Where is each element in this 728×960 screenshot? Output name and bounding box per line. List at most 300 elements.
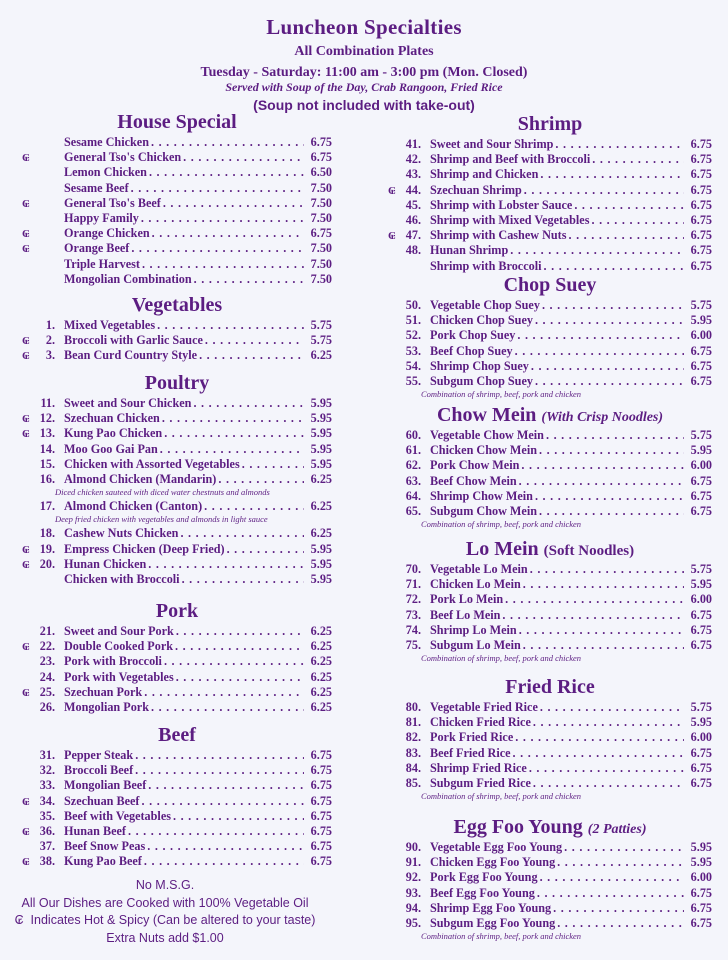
section-egg-foo-young	[388, 816, 712, 943]
item-price: 6.75	[690, 212, 712, 227]
item-number: 65.	[405, 503, 421, 518]
item-leader-dots	[175, 639, 304, 654]
item-price: 7.50	[310, 180, 332, 195]
item-number: 19.	[39, 541, 55, 556]
item-price: 6.75	[690, 152, 712, 167]
section-title	[22, 600, 332, 624]
item-leader-dots	[135, 748, 304, 763]
item-number: 95.	[405, 915, 421, 930]
item-name: Chicken with Assorted Vegetables	[64, 456, 240, 471]
item-number: 84.	[405, 760, 421, 775]
item-number: 26.	[39, 699, 55, 714]
menu-item	[22, 257, 332, 272]
section-lo-mein	[388, 538, 712, 665]
item-leader-dots	[193, 396, 304, 411]
item-price: 7.50	[310, 271, 332, 286]
menu-item	[388, 562, 712, 577]
item-leader-dots	[574, 198, 684, 213]
menu-item	[22, 624, 332, 639]
item-name: Sweet and Sour Chicken	[64, 396, 192, 410]
item-leader-dots	[540, 167, 684, 182]
section-title-text: Lo Mein	[465, 538, 539, 560]
section-title-text: House Special	[117, 111, 237, 133]
item-name: Vegetable Lo Mein	[430, 562, 528, 576]
item-leader-dots	[173, 809, 304, 824]
item-name: Shrimp and Chicken	[430, 167, 539, 182]
item-name: Pork Chop Suey	[430, 328, 516, 343]
item-price: 6.75	[690, 885, 712, 900]
menu-item	[22, 526, 332, 541]
item-price: 5.75	[690, 700, 712, 714]
item-leader-dots	[151, 135, 304, 150]
menu-item	[22, 748, 332, 763]
item-name: Sweet and Sour Pork	[64, 624, 174, 638]
item-name: Shrimp with Mixed Vegetables	[430, 212, 590, 227]
menu-item	[22, 411, 332, 426]
item-name: Chicken with Broccoli	[64, 571, 180, 586]
item-number: 25.	[39, 684, 55, 699]
item-name: Szechuan Chicken	[64, 411, 160, 426]
menu-item	[388, 152, 712, 167]
item-number: 44.	[405, 182, 421, 197]
item-number: 82.	[405, 730, 421, 745]
menu-footer	[0, 877, 330, 947]
section-poultry	[22, 372, 332, 587]
menu-item	[388, 886, 712, 901]
item-leader-dots	[539, 443, 684, 458]
hot-spicy-icon: ₢	[22, 543, 30, 556]
item-leader-dots	[510, 243, 684, 258]
item-name: Sesame Chicken	[64, 135, 149, 149]
item-leader-dots	[176, 670, 304, 685]
item-number: 31.	[39, 748, 55, 762]
item-number: 54.	[405, 358, 421, 373]
item-price: 6.75	[690, 900, 712, 915]
item-leader-dots	[144, 854, 304, 869]
item-price: 6.25	[310, 471, 332, 486]
section-vegetables	[22, 294, 332, 364]
item-price: 6.75	[690, 622, 712, 637]
item-leader-dots	[157, 318, 304, 333]
item-name: Pork Egg Foo Young	[430, 870, 538, 885]
item-number: 14.	[39, 441, 55, 456]
item-leader-dots	[523, 577, 684, 592]
item-leader-dots	[163, 196, 304, 211]
hot-spicy-icon: ₢	[22, 243, 30, 256]
item-number: 35.	[39, 808, 55, 823]
item-leader-dots	[180, 526, 304, 541]
item-description: Combination of shrimp, beef, pork and chicken	[421, 519, 582, 530]
item-price: 6.75	[310, 808, 332, 823]
menu-item	[388, 374, 712, 389]
section-title-sub: (With Crisp Noodles)	[541, 410, 664, 425]
menu-item	[22, 333, 332, 348]
section-title	[22, 111, 332, 135]
section-chow-mein	[388, 404, 712, 531]
item-name: Vegetable Fried Rice	[430, 700, 538, 714]
item-name: Beef with Vegetables	[64, 808, 171, 823]
item-price: 6.75	[690, 745, 712, 760]
item-name: Orange Chicken	[64, 226, 150, 241]
item-leader-dots	[555, 137, 684, 152]
item-leader-dots	[142, 794, 305, 809]
item-price: 6.00	[690, 592, 712, 607]
item-leader-dots	[592, 152, 684, 167]
menu-item	[388, 840, 712, 855]
item-price: 5.75	[690, 298, 712, 312]
menu-item	[22, 839, 332, 854]
item-number: 91.	[405, 855, 421, 870]
item-name: Sesame Beef	[64, 180, 129, 195]
item-number: 93.	[405, 885, 421, 900]
item-leader-dots	[521, 458, 684, 473]
item-name: Shrimp Chow Mein	[430, 488, 533, 503]
item-price: 7.50	[310, 256, 332, 271]
item-leader-dots	[149, 165, 304, 180]
item-leader-dots	[218, 472, 304, 487]
item-price: 6.75	[690, 373, 712, 388]
item-price: 6.25	[310, 654, 332, 669]
item-price: 5.95	[310, 426, 332, 441]
hot-spicy-icon: ₢	[14, 913, 24, 927]
item-description: Combination of shrimp, beef, pork and chicken	[421, 931, 582, 942]
item-price: 5.95	[310, 541, 332, 556]
item-price: 6.75	[690, 637, 712, 652]
item-price: 6.25	[310, 526, 332, 541]
item-leader-dots	[148, 778, 304, 793]
item-name: Chicken Lo Mein	[430, 577, 521, 592]
item-number: 83.	[405, 745, 421, 760]
item-number: 12.	[39, 411, 55, 426]
item-price: 6.75	[310, 748, 332, 762]
hot-spicy-icon: ₢	[22, 197, 30, 210]
item-leader-dots	[227, 542, 304, 557]
item-number: 45.	[405, 197, 421, 212]
item-price: 5.95	[310, 441, 332, 456]
item-leader-dots	[542, 298, 684, 313]
item-leader-dots	[162, 411, 304, 426]
item-leader-dots	[523, 638, 684, 653]
item-name: Chicken Egg Foo Young	[430, 855, 556, 870]
item-leader-dots	[505, 592, 684, 607]
item-name: Pepper Steak	[64, 748, 134, 762]
item-leader-dots	[557, 916, 684, 931]
item-price: 6.75	[310, 135, 332, 149]
item-name: Shrimp Chop Suey	[430, 358, 529, 373]
item-leader-dots	[553, 901, 684, 916]
item-price: 6.25	[310, 669, 332, 684]
item-price: 6.75	[690, 607, 712, 622]
section-pork	[22, 600, 332, 715]
item-name: Beef Chow Mein	[430, 473, 517, 488]
page-subtitle: All Combination Plates	[294, 44, 434, 59]
item-name: Shrimp with Cashew Nuts	[430, 228, 567, 243]
menu-item	[22, 670, 332, 685]
menu-item	[388, 489, 712, 504]
item-leader-dots	[530, 562, 684, 577]
item-name: Pork Lo Mein	[430, 592, 504, 607]
item-number: 3.	[45, 348, 55, 363]
menu-item	[388, 443, 712, 458]
item-name: Chicken Chow Mein	[430, 443, 537, 458]
item-name: Subgum Lo Mein	[430, 637, 521, 652]
item-price: 5.95	[690, 313, 712, 328]
menu-item	[22, 165, 332, 180]
item-name: Szechuan Beef	[64, 793, 140, 808]
item-price: 5.75	[310, 333, 332, 348]
menu-item	[22, 794, 332, 809]
item-leader-dots	[199, 348, 304, 363]
item-number: 47.	[405, 228, 421, 243]
menu-item	[22, 241, 332, 256]
item-leader-dots	[513, 746, 684, 761]
item-name: Subgum Chow Mein	[430, 503, 538, 518]
item-number: 41.	[405, 137, 421, 151]
item-price: 6.75	[690, 760, 712, 775]
item-number: 18.	[39, 526, 55, 541]
item-name: Vegetable Chop Suey	[430, 298, 540, 312]
menu-item	[388, 715, 712, 730]
item-name: Kung Pao Chicken	[64, 426, 163, 441]
item-name: Pork Fried Rice	[430, 730, 514, 745]
section-title	[388, 676, 712, 700]
item-price: 6.75	[690, 343, 712, 358]
item-number: 50.	[405, 298, 421, 312]
item-name: Vegetable Egg Foo Young	[430, 840, 563, 854]
item-price: 6.75	[310, 823, 332, 838]
item-number: 46.	[405, 212, 421, 227]
section-title-text: Fried Rice	[505, 676, 595, 698]
item-leader-dots	[546, 428, 684, 443]
section-title-text: Chow Mein	[436, 404, 537, 426]
item-price: 6.25	[310, 624, 332, 638]
item-price: 6.75	[690, 473, 712, 488]
menu-item	[22, 809, 332, 824]
item-name: Beef Egg Foo Young	[430, 885, 535, 900]
hot-spicy-icon: ₢	[22, 413, 30, 426]
item-price: 6.75	[690, 258, 712, 273]
item-leader-dots	[544, 259, 685, 274]
menu-item	[388, 298, 712, 313]
item-leader-dots	[539, 504, 684, 519]
menu-item	[22, 426, 332, 441]
item-name: Shrimp Lo Mein	[430, 622, 517, 637]
item-name: Szechuan Pork	[64, 684, 143, 699]
item-number: 90.	[405, 840, 421, 854]
item-price: 6.25	[310, 499, 332, 514]
section-house-special	[22, 111, 332, 287]
item-leader-dots	[194, 272, 304, 287]
item-description: Combination of shrimp, beef, pork and chicken	[421, 653, 582, 664]
section-beef	[22, 724, 332, 870]
item-leader-dots	[533, 776, 684, 791]
item-number: 61.	[405, 443, 421, 458]
menu-item	[388, 608, 712, 623]
item-leader-dots	[204, 499, 304, 514]
menu-item	[388, 259, 712, 274]
item-number: 24.	[39, 669, 55, 684]
item-price: 7.50	[310, 241, 332, 256]
menu-item	[388, 183, 712, 198]
item-name: Triple Harvest	[64, 256, 140, 271]
item-name: Beef Fried Rice	[430, 745, 511, 760]
menu-item	[22, 824, 332, 839]
item-price: 6.75	[310, 854, 332, 869]
item-leader-dots	[515, 344, 684, 359]
item-number: 70.	[405, 562, 421, 576]
menu-item	[388, 137, 712, 152]
menu-item	[22, 226, 332, 241]
item-price: 6.00	[690, 458, 712, 473]
item-number: 74.	[405, 622, 421, 637]
item-number: 43.	[405, 167, 421, 182]
item-leader-dots	[557, 855, 684, 870]
item-price: 6.75	[690, 488, 712, 503]
menu-item	[22, 348, 332, 363]
item-price: 5.95	[690, 840, 712, 854]
item-name: Subgum Fried Rice	[430, 775, 531, 790]
item-price: 6.25	[310, 348, 332, 363]
item-price: 6.50	[310, 165, 332, 180]
menu-item	[388, 730, 712, 745]
section-title	[388, 113, 712, 137]
item-name: Almond Chicken (Mandarin)	[64, 471, 217, 486]
item-leader-dots	[160, 442, 304, 457]
item-number: 72.	[405, 592, 421, 607]
menu-item	[388, 228, 712, 243]
item-leader-dots	[537, 886, 684, 901]
item-leader-dots	[540, 700, 684, 715]
item-leader-dots	[524, 183, 684, 198]
item-price: 6.00	[690, 870, 712, 885]
item-number: 17.	[39, 499, 55, 514]
menu-item	[388, 916, 712, 931]
item-name: Shrimp Egg Foo Young	[430, 900, 552, 915]
item-name: Double Cooked Pork	[64, 639, 174, 654]
item-name: Lemon Chicken	[64, 165, 147, 180]
item-name: Happy Family	[64, 210, 139, 225]
menu-item	[388, 504, 712, 519]
item-price: 5.75	[310, 318, 332, 332]
item-number: 32.	[39, 763, 55, 778]
menu-item	[388, 638, 712, 653]
section-title	[22, 724, 332, 748]
item-leader-dots	[147, 839, 304, 854]
item-number: 38.	[39, 854, 55, 869]
item-name: Vegetable Chow Mein	[430, 428, 544, 442]
item-name: Subgum Egg Foo Young	[430, 915, 556, 930]
hot-spicy-legend-text: Indicates Hot & Spicy (Can be altered to your taste)	[30, 913, 316, 927]
item-leader-dots	[151, 700, 304, 715]
item-price: 6.00	[690, 730, 712, 745]
menu-item	[22, 499, 332, 514]
menu-item	[22, 135, 332, 150]
item-price: 6.75	[310, 763, 332, 778]
item-leader-dots	[242, 457, 304, 472]
section-shrimp	[388, 113, 712, 274]
item-price: 6.75	[690, 775, 712, 790]
hot-spicy-legend	[0, 912, 330, 930]
item-price: 6.25	[310, 699, 332, 714]
menu-item	[388, 855, 712, 870]
extra-nuts-text: Extra Nuts add $1.00	[106, 930, 224, 945]
item-price: 6.75	[310, 150, 332, 165]
item-name: Beef Chop Suey	[430, 343, 513, 358]
item-leader-dots	[131, 181, 304, 196]
item-leader-dots	[529, 761, 684, 776]
item-number: 1.	[45, 318, 55, 332]
item-name: Szechuan Shrimp	[430, 182, 522, 197]
item-name: Broccoli with Garlic Sauce	[64, 333, 203, 348]
section-title	[388, 816, 712, 840]
item-leader-dots	[131, 241, 304, 256]
hot-spicy-icon: ₢	[388, 184, 396, 197]
item-leader-dots	[519, 623, 684, 638]
item-price: 6.75	[690, 915, 712, 930]
menu-item	[388, 592, 712, 607]
section-title-text: Chop Suey	[503, 274, 597, 296]
item-leader-dots	[517, 328, 684, 343]
menu-item	[388, 700, 712, 715]
item-price: 6.75	[690, 358, 712, 373]
item-price: 6.75	[690, 197, 712, 212]
page-title: Luncheon Specialties	[266, 15, 462, 39]
vegetable-oil-text: All Our Dishes are Cooked with 100% Vegetable Oil	[21, 895, 309, 910]
item-leader-dots	[141, 211, 304, 226]
item-number: 36.	[39, 823, 55, 838]
item-leader-dots	[531, 359, 684, 374]
menu-header	[0, 14, 728, 114]
menu-item	[388, 213, 712, 228]
hot-spicy-icon: ₢	[22, 825, 30, 838]
item-name: Mixed Vegetables	[64, 318, 156, 332]
item-leader-dots	[515, 730, 684, 745]
item-name: Mongolian Combination	[64, 271, 192, 286]
menu-item	[22, 572, 332, 587]
section-title	[388, 404, 712, 428]
item-number: 22.	[39, 639, 55, 654]
item-price: 6.75	[310, 226, 332, 241]
item-price: 6.75	[310, 793, 332, 808]
item-leader-dots	[164, 654, 304, 669]
hot-spicy-icon: ₢	[388, 230, 396, 243]
item-number: 33.	[39, 778, 55, 793]
menu-item	[22, 318, 332, 333]
section-title-text: Beef	[158, 724, 196, 746]
section-title-text: Shrimp	[517, 113, 583, 135]
item-leader-dots	[135, 763, 304, 778]
item-leader-dots	[128, 824, 304, 839]
item-number: 13.	[39, 426, 55, 441]
item-number: 62.	[405, 458, 421, 473]
hot-spicy-icon: ₢	[22, 795, 30, 808]
item-name: Hunan Chicken	[64, 556, 147, 571]
item-number: 60.	[405, 428, 421, 442]
item-name: Shrimp and Beef with Broccoli	[430, 152, 591, 167]
item-name: Almond Chicken (Canton)	[64, 499, 203, 514]
item-number: 64.	[405, 488, 421, 503]
item-name: Hunan Shrimp	[430, 243, 509, 258]
menu-item	[388, 474, 712, 489]
item-number: 71.	[405, 577, 421, 592]
item-price: 6.75	[690, 182, 712, 197]
item-name: Mongolian Pork	[64, 699, 149, 714]
item-number: 48.	[405, 243, 421, 258]
item-name: Shrimp Fried Rice	[430, 760, 527, 775]
item-number: 42.	[405, 152, 421, 167]
item-name: Shrimp with Broccoli	[430, 258, 542, 273]
hot-spicy-icon: ₢	[22, 228, 30, 241]
